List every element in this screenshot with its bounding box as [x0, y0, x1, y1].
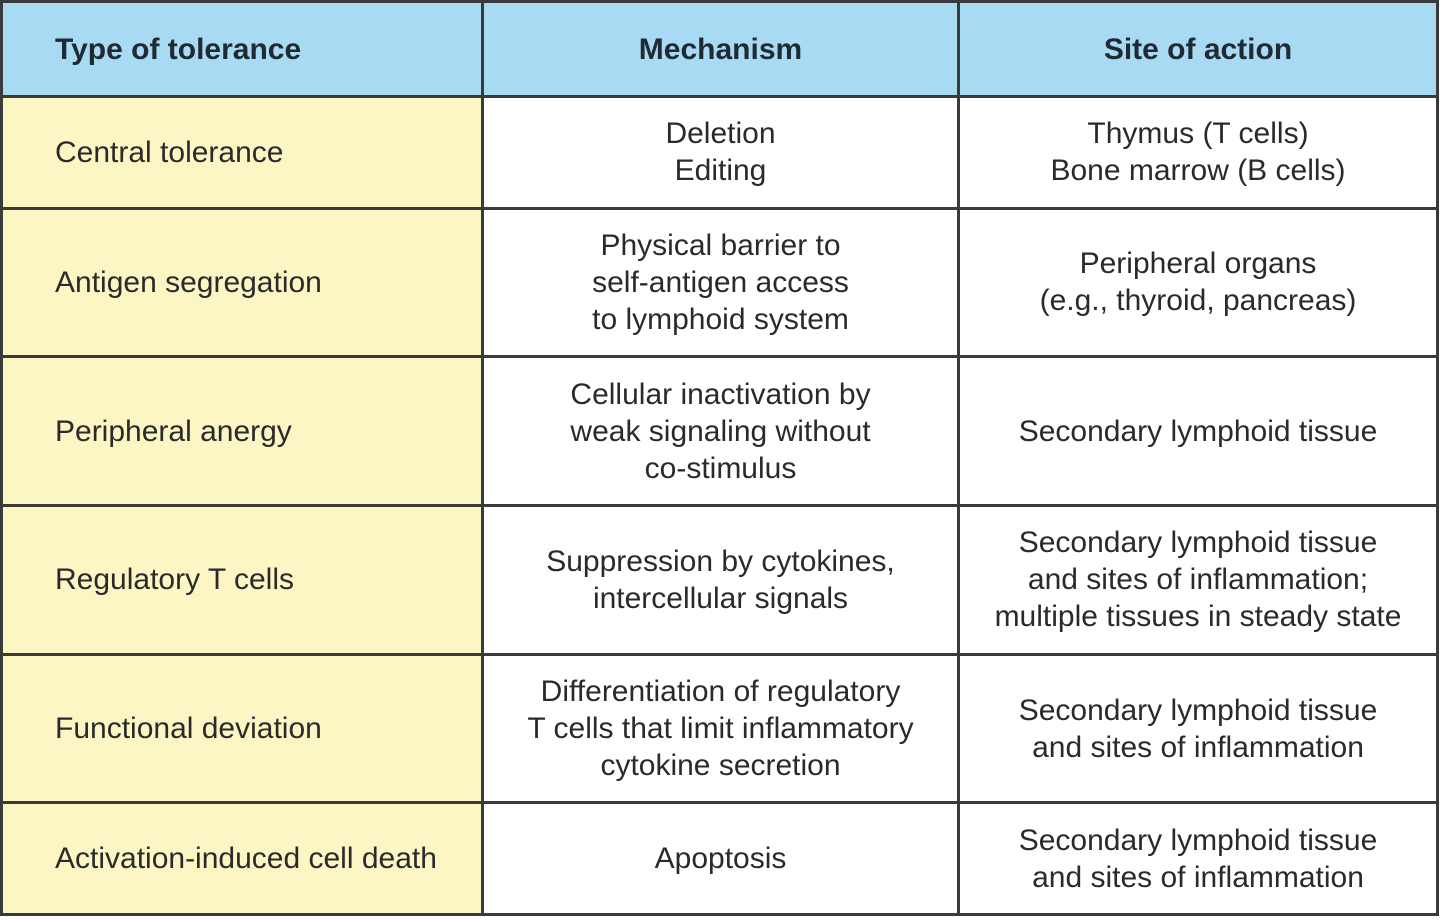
cell-site — [959, 505, 1438, 654]
mechanism-line: Physical barrier to — [600, 228, 841, 262]
mechanism-line: weak signaling without — [570, 414, 871, 448]
cell-site — [959, 97, 1438, 209]
table-row — [2, 97, 1438, 209]
cell-type: Peripheral anergy — [2, 357, 483, 506]
site-line: and sites of inflammation — [1032, 860, 1364, 894]
site-line: and sites of inflammation; — [1027, 563, 1369, 597]
site-line: Secondary lymphoid tissue — [1018, 526, 1378, 560]
mechanism-line: Deletion — [665, 117, 776, 151]
cell-site — [959, 803, 1438, 915]
mechanism-line: to lymphoid system — [592, 302, 849, 336]
mechanism-line: Cellular inactivation by — [570, 377, 871, 411]
table-row — [2, 505, 1438, 654]
cell-mechanism — [483, 803, 959, 915]
mechanism-line: self-antigen access — [592, 265, 849, 299]
cell-site — [959, 357, 1438, 506]
mechanism-line: intercellular signals — [592, 581, 849, 615]
site-line: Secondary lymphoid tissue — [1018, 414, 1378, 448]
table-row — [2, 654, 1438, 803]
table-row — [2, 357, 1438, 506]
site-line: Secondary lymphoid tissue — [1018, 823, 1378, 857]
header-type-of-tolerance: Type of tolerance — [2, 2, 483, 97]
mechanism-line: T cells that limit inflammatory — [527, 712, 914, 746]
header-site-of-action: Site of action — [959, 2, 1438, 97]
cell-mechanism — [483, 97, 959, 209]
cell-mechanism — [483, 505, 959, 654]
mechanism-line: Differentiation of regulatory — [540, 675, 901, 709]
site-line: multiple tissues in steady state — [994, 600, 1402, 634]
mechanism-line: Apoptosis — [654, 842, 787, 876]
mechanism-line: Suppression by cytokines, — [546, 544, 895, 578]
table-row — [2, 803, 1438, 915]
mechanism-line: co-stimulus — [644, 451, 797, 485]
cell-type: Activation-induced cell death — [2, 803, 483, 915]
header-row — [2, 2, 1438, 97]
site-line: and sites of inflammation — [1032, 730, 1364, 764]
cell-mechanism — [483, 208, 959, 357]
mechanism-line: Editing — [674, 154, 767, 188]
site-line: Peripheral organs — [1079, 247, 1317, 281]
cell-type: Central tolerance — [2, 97, 483, 209]
cell-type: Regulatory T cells — [2, 505, 483, 654]
cell-mechanism — [483, 357, 959, 506]
cell-type: Functional deviation — [2, 654, 483, 803]
site-line: Thymus (T cells) — [1087, 117, 1309, 151]
mechanism-line: cytokine secretion — [600, 749, 841, 783]
cell-type: Antigen segregation — [2, 208, 483, 357]
site-line: Bone marrow (B cells) — [1050, 154, 1346, 188]
table-row — [2, 208, 1438, 357]
cell-site — [959, 654, 1438, 803]
site-line: Secondary lymphoid tissue — [1018, 693, 1378, 727]
cell-mechanism — [483, 654, 959, 803]
site-line: (e.g., thyroid, pancreas) — [1039, 284, 1357, 318]
cell-site — [959, 208, 1438, 357]
header-mechanism: Mechanism — [483, 2, 959, 97]
